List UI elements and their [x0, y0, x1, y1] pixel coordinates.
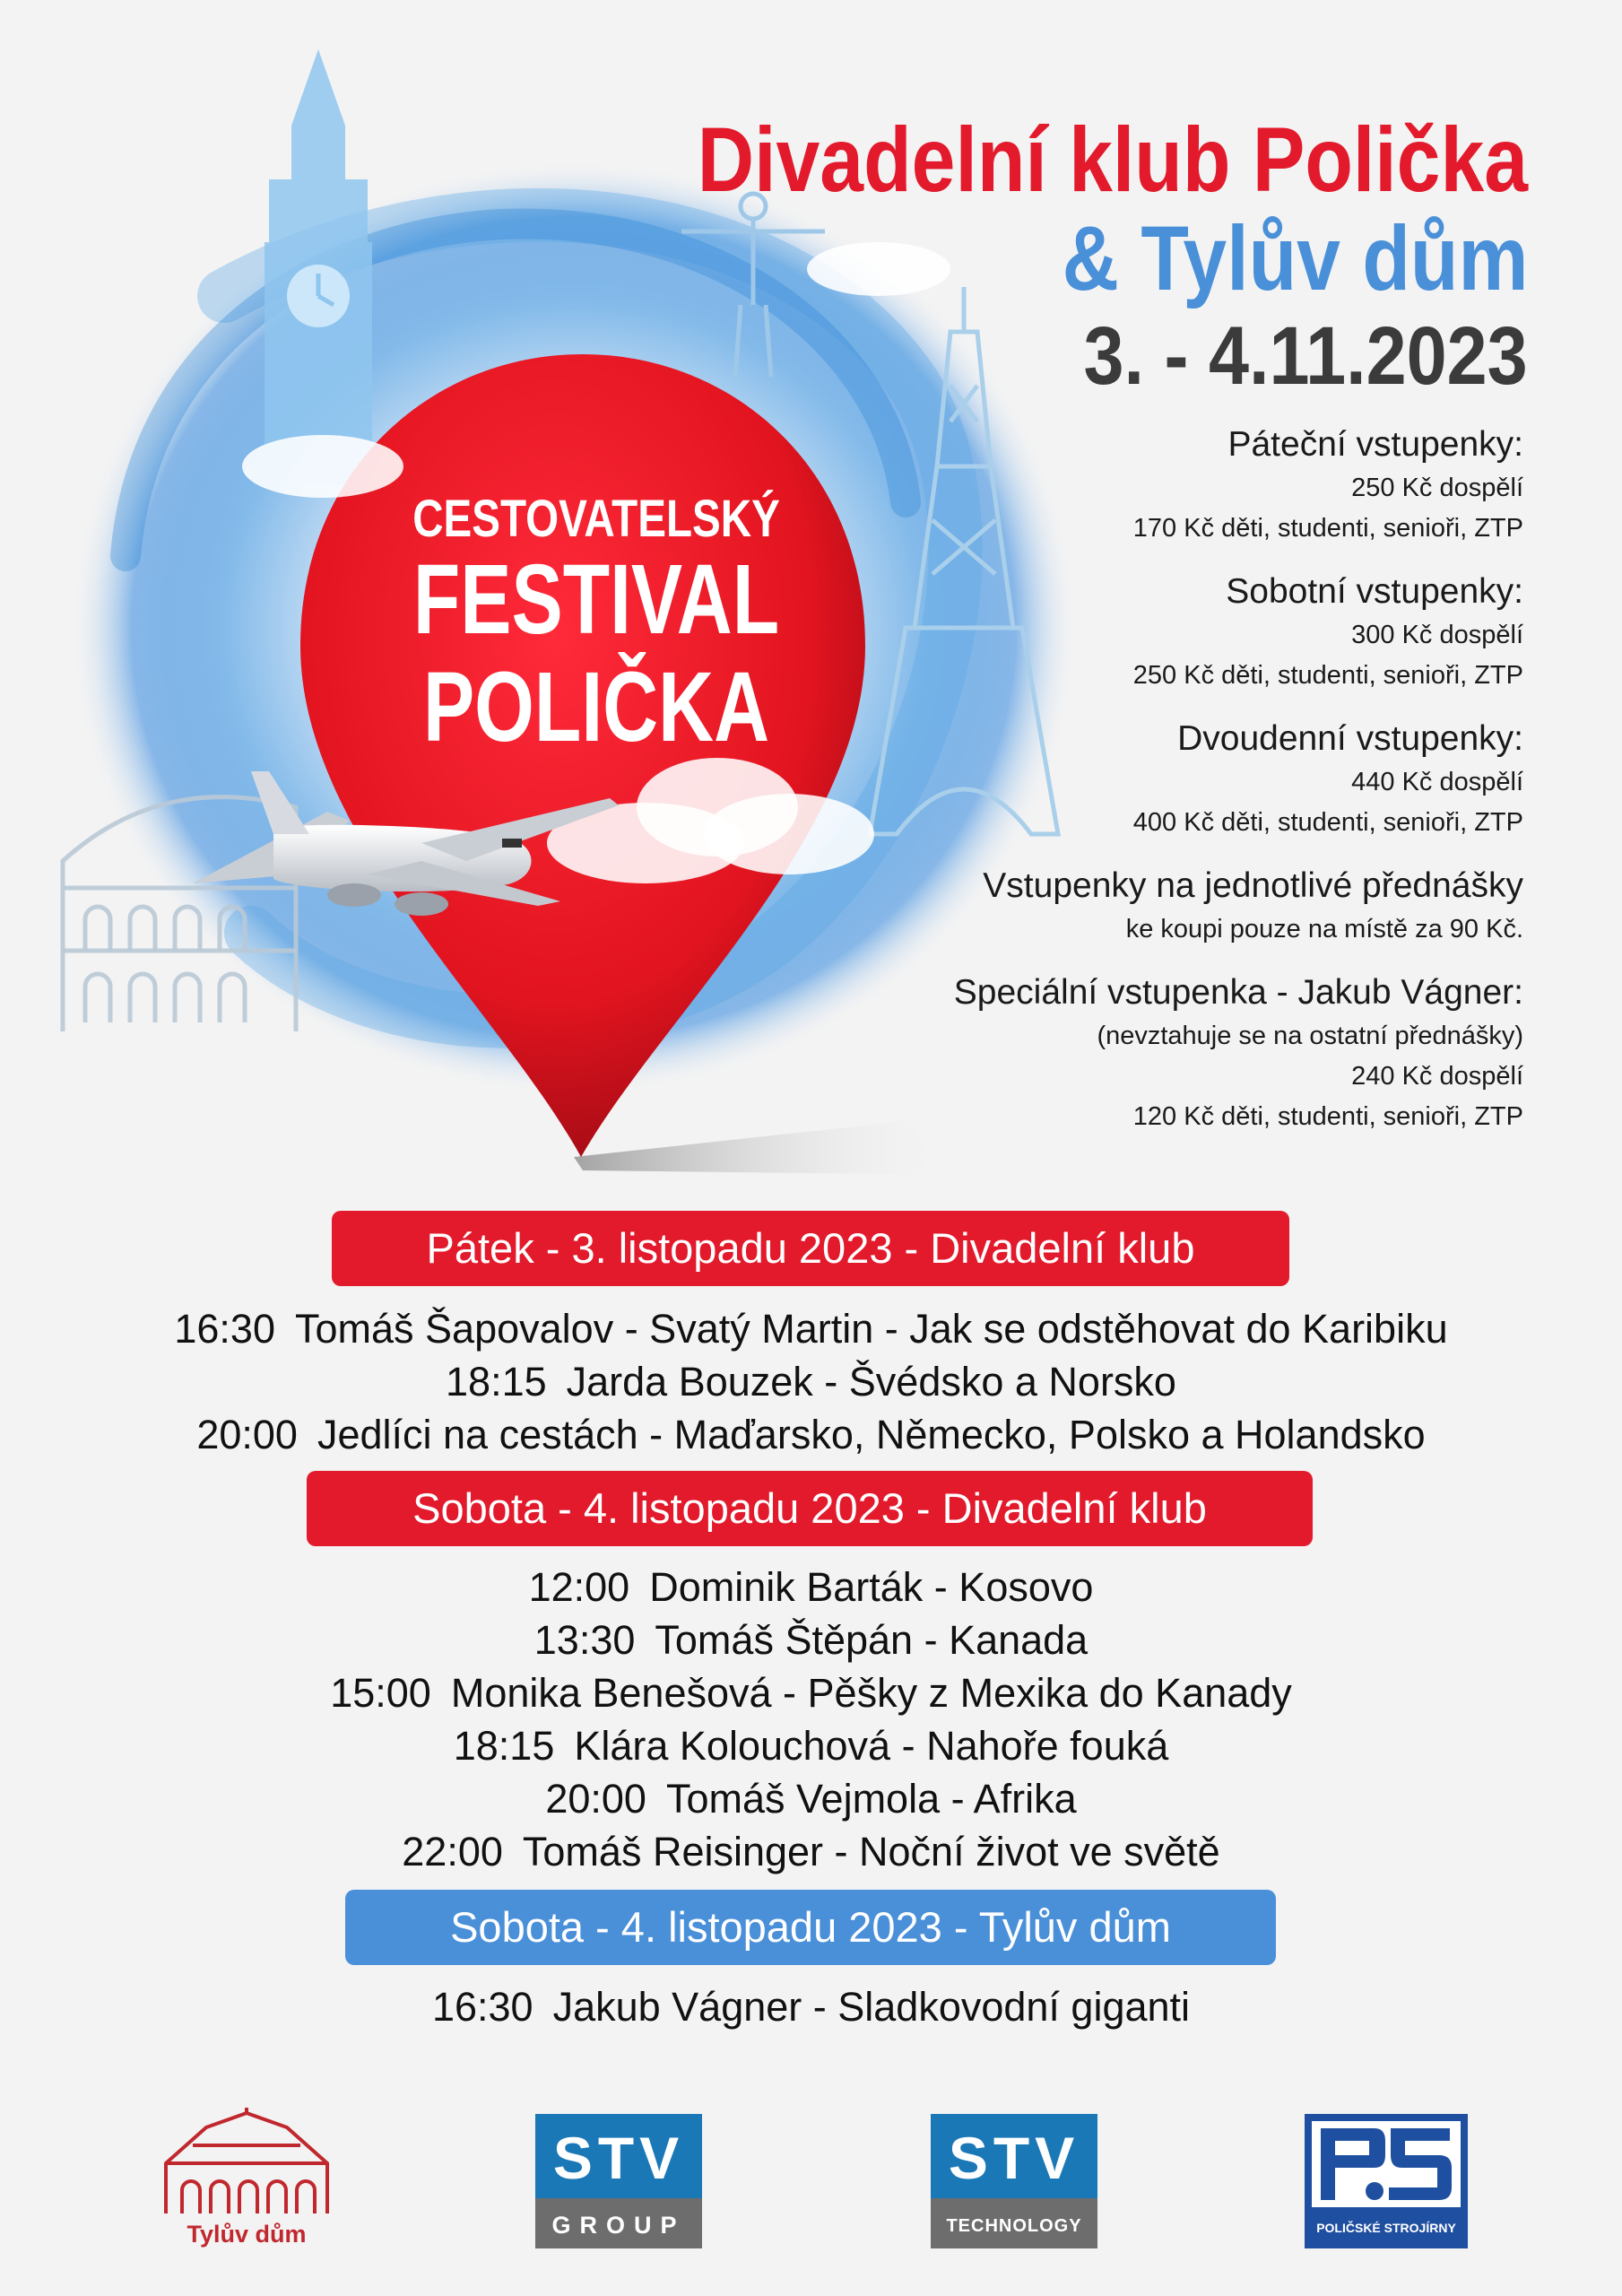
stv-group-logo-bottom: GROUP — [551, 2212, 686, 2239]
ticket-group-friday — [716, 422, 1523, 549]
talk-row — [0, 1561, 1622, 1613]
ticket-line: 170 Kč děti, studenti, senioři, ZTP — [1132, 514, 1523, 543]
talk-title: Monika Benešová - Pěšky z Mexika do Kanady — [450, 1670, 1292, 1716]
tyluv-dum-logo-text: Tylův dům — [186, 2221, 307, 2248]
policske-strojirny-logo-text: POLIČSKÉ STROJÍRNY — [1316, 2221, 1456, 2235]
ticket-line: 400 Kč děti, studenti, senioři, ZTP — [1132, 808, 1523, 837]
ticket-line: 300 Kč dospělí — [1351, 621, 1523, 649]
ticket-line: 240 Kč dospělí — [1351, 1062, 1523, 1091]
stv-group-logo — [535, 2114, 702, 2248]
talk-title: Klára Kolouchová - Nahoře fouká — [574, 1723, 1169, 1769]
stv-technology-logo-top: STV — [948, 2125, 1080, 2191]
day-banner-saturday-tyluv-dum: Sobota - 4. listopadu 2023 - Tylův dům — [345, 1890, 1276, 1965]
clock-tower-icon — [265, 49, 372, 484]
talk-row — [0, 1355, 1622, 1408]
talk-title: Dominik Barták - Kosovo — [649, 1564, 1094, 1610]
stv-technology-logo-bottom: TECHNOLOGY — [946, 2216, 1082, 2236]
ticket-group-saturday — [716, 569, 1523, 696]
day-banner-saturday-klub: Sobota - 4. listopadu 2023 - Divadelní klub — [307, 1471, 1313, 1546]
ticket-group-two-day — [716, 716, 1523, 843]
ticket-heading: Sobotní vstupenky: — [1226, 572, 1523, 611]
stv-group-logo-top: STV — [552, 2125, 685, 2191]
pin-title-festival: FESTIVAL — [412, 544, 780, 655]
policske-strojirny-logo — [1305, 2114, 1468, 2248]
talk-title: Tomáš Šapovalov - Svatý Martin - Jak se odstěhovat do Karibiku — [295, 1306, 1448, 1352]
talk-row — [0, 1408, 1622, 1461]
talk-row — [0, 1825, 1622, 1878]
talk-time: 12:00 — [528, 1564, 630, 1610]
stv-technology-logo — [931, 2114, 1097, 2248]
tyluv-dum-logo — [157, 2108, 336, 2251]
day-banner-friday: Pátek - 3. listopadu 2023 - Divadelní klub — [332, 1211, 1289, 1286]
ticket-line: 440 Kč dospělí — [1351, 768, 1523, 796]
talk-row — [0, 1302, 1622, 1355]
title-divadelni-klub: Divadelní klub Polička — [697, 109, 1528, 211]
ticket-line: 250 Kč dospělí — [1351, 474, 1523, 502]
talk-time: 15:00 — [330, 1670, 431, 1716]
ticket-heading: Páteční vstupenky: — [1227, 425, 1523, 464]
talk-time: 20:00 — [545, 1776, 646, 1822]
ticket-prices — [716, 422, 1523, 1157]
ticket-group-special — [716, 970, 1523, 1137]
ticket-line: 250 Kč děti, studenti, senioři, ZTP — [1132, 661, 1523, 690]
ticket-line: (nevztahuje se na ostatní přednášky) — [1097, 1022, 1523, 1050]
talk-row — [0, 1980, 1622, 2033]
talk-time: 13:30 — [533, 1617, 636, 1663]
schedule-saturday-klub — [0, 1561, 1622, 1878]
talk-time: 22:00 — [402, 1829, 503, 1874]
talk-time: 16:30 — [431, 1984, 533, 2030]
talk-title: Jarda Bouzek - Švédsko a Norsko — [566, 1359, 1176, 1405]
talk-time: 18:15 — [453, 1723, 555, 1769]
pin-title-cestovatelsky: CESTOVATELSKÝ — [412, 490, 780, 548]
talk-row — [0, 1772, 1622, 1825]
talk-title: Tomáš Reisinger - Noční život ve světě — [522, 1829, 1220, 1874]
title-tyluv-dum: & Tylův dům — [1062, 207, 1528, 309]
talk-time: 20:00 — [196, 1412, 298, 1457]
ticket-heading: Vstupenky na jednotlivé přednášky — [983, 866, 1523, 905]
talk-time: 16:30 — [174, 1306, 275, 1352]
talk-row — [0, 1613, 1622, 1666]
ticket-line: 120 Kč děti, studenti, senioři, ZTP — [1132, 1102, 1523, 1131]
talk-title: Jakub Vágner - Sladkovodní giganti — [552, 1984, 1191, 2030]
ticket-heading: Dvoudenní vstupenky: — [1177, 719, 1523, 758]
talk-title: Jedlíci na cestách - Maďarsko, Německo, Polsko a Holandsko — [317, 1412, 1426, 1457]
talk-row — [0, 1666, 1622, 1719]
ticket-heading: Speciální vstupenka - Jakub Vágner: — [953, 973, 1523, 1012]
pin-title-policka: POLIČKA — [422, 652, 770, 762]
schedule-saturday-tyluv-dum — [0, 1980, 1622, 2033]
talk-title: Tomáš Vejmola - Afrika — [665, 1776, 1077, 1822]
talk-title: Tomáš Štěpán - Kanada — [655, 1617, 1089, 1663]
festival-dates: 3. - 4.11.2023 — [1083, 310, 1528, 402]
talk-time: 18:15 — [446, 1359, 547, 1405]
ticket-group-single-talk — [716, 863, 1523, 950]
ticket-line: ke koupi pouze na místě za 90 Kč. — [1125, 915, 1523, 944]
talk-row — [0, 1719, 1622, 1772]
schedule-friday — [0, 1302, 1622, 1461]
